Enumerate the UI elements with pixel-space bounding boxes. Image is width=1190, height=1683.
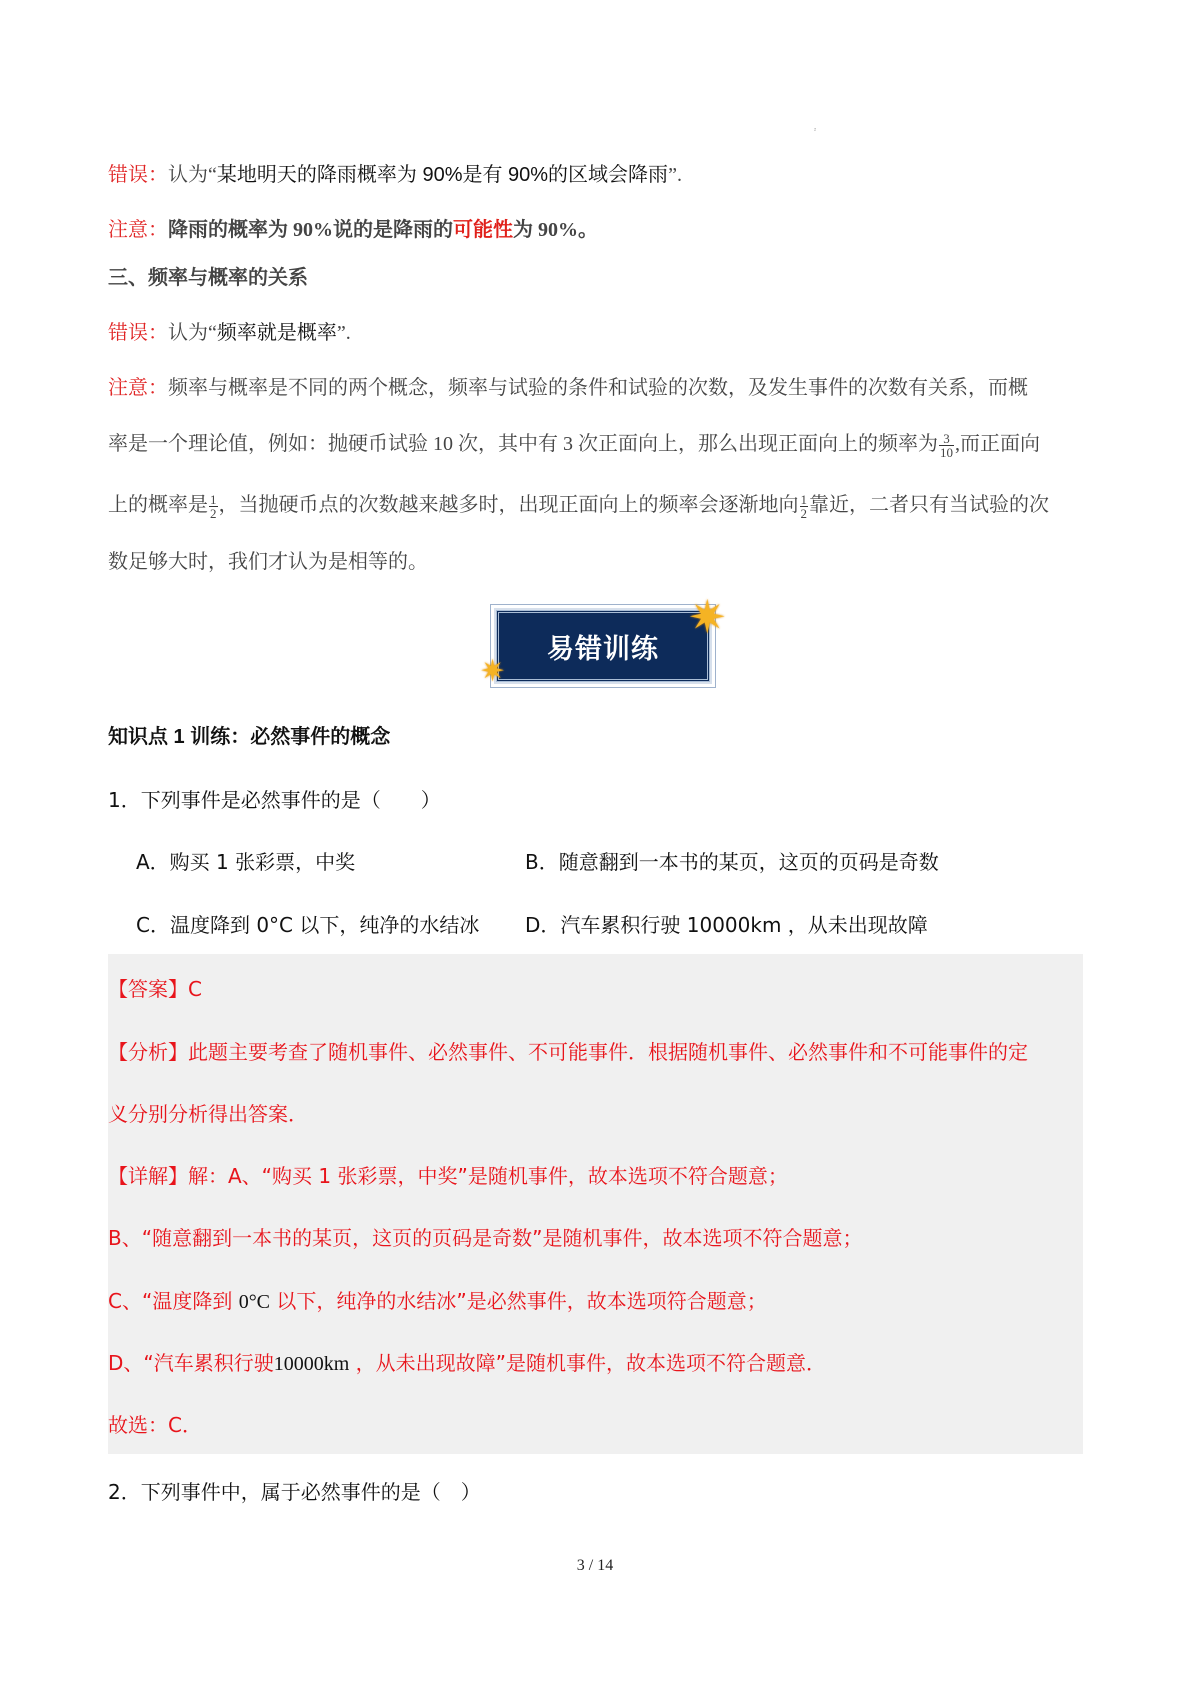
detail-d: D、“汽车累积行驶10000km ，从未出现故障”是随机事件，故本选项不符合题意． [108,1351,827,1375]
error-label: 错误： [108,164,168,186]
option-d: D．汽车累积行驶 10000km ，从未出现故障 [525,913,928,937]
fraction-1-2: $\frac{1}{2}$ [800,491,807,521]
banner-title: 易错训练 [547,634,659,665]
note-line-rain: 注意：降雨的概率为 90%说的是降雨的可能性为 90%。 [108,219,598,241]
page-number: 3 / 14 [576,1557,614,1574]
detail-a: 【详解】解：A、“购买 1 张彩票，中奖”是随机事件，故本选项不符合题意； [108,1164,788,1188]
error-quote: 某地明天的降雨概率为 90%是有 90%的区域会降雨 [216,164,669,186]
fraction-1-2: $\frac{1}{2}$ [210,491,217,521]
conclusion: 故选：C． [108,1413,202,1437]
note-line-3: 上的概率是 $\frac{1}{2}$ ，当抛硬币点的次数越来越多时，出现正面向上的频率会逐渐地向 $\frac{1}{2}$ 靠近，二者只有当试验的次 [108,491,1049,521]
analysis-line-2: 义分别分析得出答案． [108,1102,308,1126]
note-line-1: 注意：频率与概率是不同的两个概念，频率与试验的条件和试验的次数，及发生事件的次数有关系，而概 [108,377,1028,399]
fraction-3-10: $\frac{3}{10}$ [940,430,953,460]
question-2-stem: 2．下列事件中，属于必然事件的是（ ） [108,1480,481,1504]
option-b: B．随意翻到一本书的某页，这页的页码是奇数 [525,850,939,874]
question-1-stem: 1．下列事件是必然事件的是（ ） [108,788,441,812]
error-quote: 频率就是概率 [216,322,337,344]
error-line-rain: 错误：认为“某地明天的降雨概率为 90%是有 90%的区域会降雨”. [108,164,682,186]
error-line-frequency: 错误：认为“频率就是概率”. [108,322,351,344]
option-c: C．温度降到 0°C 以下，纯净的水结冰 [136,913,480,937]
analysis-line-1: 【分析】此题主要考查了随机事件、必然事件、不可能事件．根据随机事件、必然事件和不可能事件的定 [108,1040,1028,1064]
section-heading-3: 三、频率与概率的关系 [108,267,308,289]
note-label: 注意： [108,219,168,241]
answer: 【答案】C [108,977,202,1001]
note-label: 注意： [108,377,168,399]
highlight-possibility: 可能性 [453,219,513,241]
star-icon: ✷ [480,655,506,688]
detail-c: C、“温度降到 0°C 以下，纯净的水结冰”是必然事件，故本选项符合题意； [108,1289,767,1313]
star-icon: ✷ [688,592,727,643]
page-mark: ² [814,128,816,134]
detail-b: B、“随意翻到一本书的某页，这页的页码是奇数”是随机事件，故本选项不符合题意； [108,1226,863,1250]
training-heading: 知识点 1 训练：必然事件的概念 [108,726,391,748]
error-label: 错误： [108,322,168,344]
banner-box [496,610,710,682]
note-line-4: 数足够大时，我们才认为是相等的。 [108,551,428,573]
option-a: A．购买 1 张彩票，中奖 [136,850,356,874]
error-training-banner [478,592,727,698]
note-line-2: 率是一个理论值，例如：抛硬币试验 10 次，其中有 3 次正面向上，那么出现正面向上的频率为 $\frac{3}{10}$ ,而正面向 [108,430,1040,460]
answer-panel [108,954,1083,1454]
